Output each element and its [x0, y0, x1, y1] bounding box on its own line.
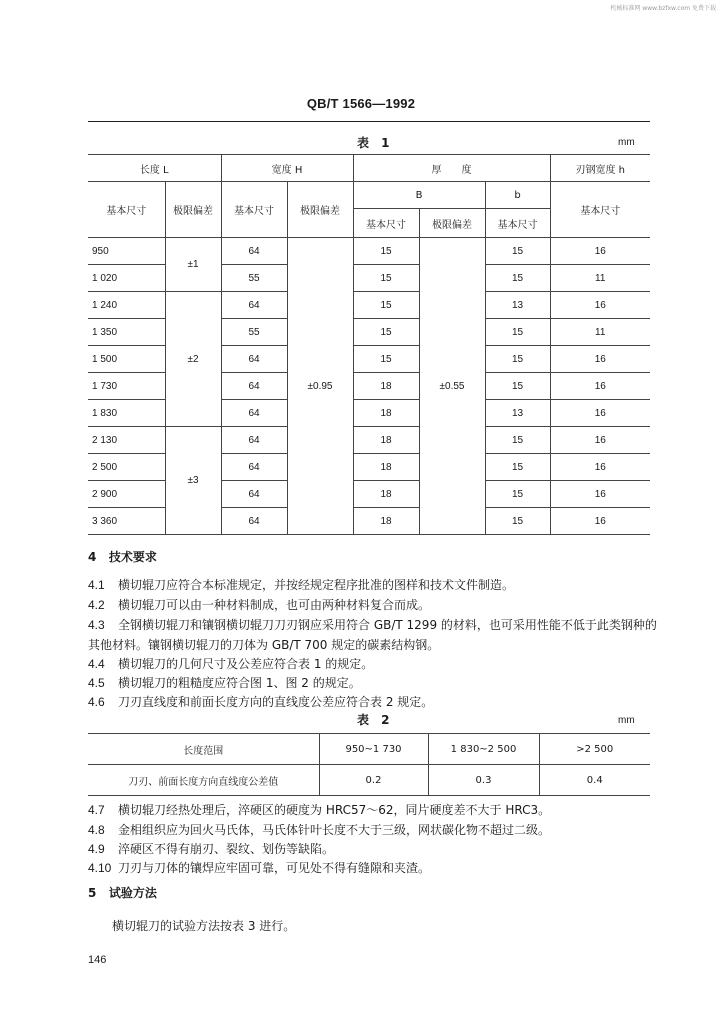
cell-length: 2 500 [88, 454, 165, 481]
cell-blade-width: 16 [550, 346, 650, 373]
header-B: B [353, 182, 485, 209]
table-row [88, 292, 650, 319]
cell-B: 15 [353, 319, 419, 346]
header-thickness: 厚 度 [353, 155, 550, 182]
clause-number: 4.3 [88, 618, 105, 632]
clause-text: 横切辊刀的几何尺寸及公差应符合表 1 的规定。 [118, 657, 374, 671]
dimension-table [88, 154, 650, 535]
clause-4-8 [88, 820, 658, 840]
cell-blade-width: 16 [550, 373, 650, 400]
header-length-tolerance: 极限偏差 [165, 182, 221, 238]
cell-b: 15 [485, 238, 550, 265]
cell-b: 15 [485, 373, 550, 400]
cell-b: 13 [485, 292, 550, 319]
clause-number: 4.10 [88, 861, 112, 875]
clause-text: 横切辊刀可以由一种材料制成，也可由两种材料复合而成。 [118, 598, 431, 612]
header-b: b [485, 182, 550, 209]
clause-4-10 [88, 858, 658, 878]
cell-width: 64 [221, 373, 287, 400]
header-width: 宽度 H [221, 155, 353, 182]
row-label-straightness: 刀刃、前面长度方向直线度公差值 [88, 765, 319, 796]
cell-B: 15 [353, 292, 419, 319]
page-number: 146 [88, 954, 107, 966]
clause-number: 4.7 [88, 803, 105, 817]
header-B-tolerance: 极限偏差 [419, 209, 485, 238]
clause-text: 刀刃直线度和前面长度方向的直线度公差应符合表 2 规定。 [118, 695, 434, 709]
clause-4-2 [88, 595, 658, 615]
range-2: 1 830~2 500 [428, 734, 539, 765]
clause-4-1 [88, 575, 658, 595]
cell-width: 64 [221, 346, 287, 373]
clause-text: 横切辊刀应符合本标准规定，并按经规定程序批准的图样和技术文件制造。 [118, 578, 515, 592]
value-3: 0.4 [539, 765, 650, 796]
section-5-number: 5 [88, 886, 97, 900]
table2-unit: mm [618, 715, 635, 726]
cell-blade-width: 16 [550, 427, 650, 454]
cell-b: 15 [485, 427, 550, 454]
cell-width: 55 [221, 319, 287, 346]
section-4-heading [88, 548, 157, 565]
clause-4-9 [88, 839, 658, 859]
header-blade-basic: 基本尺寸 [550, 182, 650, 238]
cell-width: 55 [221, 265, 287, 292]
cell-blade-width: 11 [550, 265, 650, 292]
clause-number: 4.5 [88, 676, 105, 690]
range-3: >2 500 [539, 734, 650, 765]
clause-number: 4.8 [88, 823, 105, 837]
cell-blade-width: 16 [550, 400, 650, 427]
cell-b: 15 [485, 454, 550, 481]
cell-blade-width: 16 [550, 508, 650, 535]
header-b-basic: 基本尺寸 [485, 209, 550, 238]
value-2: 0.3 [428, 765, 539, 796]
cell-B: 18 [353, 427, 419, 454]
section-5-title: 试验方法 [108, 886, 157, 900]
cell-B: 18 [353, 373, 419, 400]
cell-width-tolerance: ±0.95 [287, 238, 353, 535]
header-width-basic: 基本尺寸 [221, 182, 287, 238]
clause-number: 4.1 [88, 578, 105, 592]
header-length-range: 长度范围 [88, 734, 319, 765]
cell-width: 64 [221, 400, 287, 427]
cell-length-tolerance: ±1 [165, 238, 221, 292]
cell-width: 64 [221, 238, 287, 265]
cell-b: 15 [485, 265, 550, 292]
clause-4-4 [88, 654, 658, 674]
cell-length: 1 020 [88, 265, 165, 292]
cell-B: 18 [353, 400, 419, 427]
cell-b: 15 [485, 346, 550, 373]
cell-length: 1 500 [88, 346, 165, 373]
section-5-text: 横切辊刀的试验方法按表 3 进行。 [112, 919, 296, 933]
header-width-tolerance: 极限偏差 [287, 182, 353, 238]
cell-width: 64 [221, 292, 287, 319]
header-blade-width: 刃钢宽度 h [550, 155, 650, 182]
header-length: 长度 L [88, 155, 221, 182]
cell-width: 64 [221, 454, 287, 481]
clause-4-7 [88, 800, 658, 820]
table1-caption: 表 1 [357, 136, 394, 150]
table2-caption: 表 2 [357, 713, 394, 727]
watermark-text: 机械标准网 www.bzfxw.com 免费下载 [610, 5, 716, 12]
cell-blade-width: 16 [550, 454, 650, 481]
clause-text: 全钢横切辊刀和镶钢横切辊刀刀刃钢应采用符合 GB/T 1299 的材料，也可采用性能不低于此类钢种的其他材料。镶钢横切辊刀的刀体为 GB/T 700 规定的碳素结构钢。 [88, 618, 657, 652]
cell-length: 1 730 [88, 373, 165, 400]
cell-B: 18 [353, 481, 419, 508]
header-rule [88, 121, 650, 122]
header-length-basic: 基本尺寸 [88, 182, 165, 238]
clause-number: 4.6 [88, 695, 105, 709]
cell-b: 15 [485, 319, 550, 346]
clause-4-3 [88, 615, 658, 655]
cell-blade-width: 11 [550, 319, 650, 346]
clause-4-6 [88, 692, 658, 712]
clause-number: 4.2 [88, 598, 105, 612]
clause-text: 刀刃与刀体的镶焊应牢固可靠，可见处不得有缝隙和夹渣。 [118, 861, 431, 875]
cell-b: 15 [485, 508, 550, 535]
cell-B-tolerance: ±0.55 [419, 238, 485, 535]
section-4-number: 4 [88, 550, 97, 564]
standard-number: QB/T 1566—1992 [306, 96, 416, 111]
cell-length: 1 240 [88, 292, 165, 319]
cell-b: 15 [485, 481, 550, 508]
cell-width: 64 [221, 508, 287, 535]
cell-B: 15 [353, 265, 419, 292]
clause-4-5 [88, 673, 658, 693]
cell-blade-width: 16 [550, 292, 650, 319]
cell-length: 1 830 [88, 400, 165, 427]
table1-unit: mm [618, 137, 635, 148]
cell-length: 950 [88, 238, 165, 265]
cell-length: 2 900 [88, 481, 165, 508]
cell-blade-width: 16 [550, 481, 650, 508]
value-1: 0.2 [319, 765, 428, 796]
cell-b: 13 [485, 400, 550, 427]
cell-length-tolerance: ±3 [165, 427, 221, 535]
cell-blade-width: 16 [550, 238, 650, 265]
cell-width: 64 [221, 481, 287, 508]
clause-text: 淬硬区不得有崩刃、裂纹、划伤等缺陷。 [118, 842, 335, 856]
clause-text: 横切辊刀的粗糙度应符合图 1、图 2 的规定。 [118, 676, 361, 690]
cell-length: 3 360 [88, 508, 165, 535]
straightness-table [88, 733, 650, 796]
section-5-heading [88, 884, 157, 901]
cell-B: 15 [353, 346, 419, 373]
cell-B: 15 [353, 238, 419, 265]
section-4-title: 技术要求 [108, 550, 157, 564]
clause-number: 4.9 [88, 842, 105, 856]
cell-length-tolerance: ±2 [165, 292, 221, 427]
range-1: 950~1 730 [319, 734, 428, 765]
table-row [88, 427, 650, 454]
clause-text: 横切辊刀经热处理后，淬硬区的硬度为 HRC57～62，同片硬度差不大于 HRC3。 [118, 803, 551, 817]
cell-length: 2 130 [88, 427, 165, 454]
cell-width: 64 [221, 427, 287, 454]
cell-B: 18 [353, 454, 419, 481]
cell-B: 18 [353, 508, 419, 535]
header-B-basic: 基本尺寸 [353, 209, 419, 238]
table-row [88, 238, 650, 265]
clause-text: 金相组织应为回火马氏体，马氏体针叶长度不大于三级，网状碳化物不超过二级。 [118, 823, 551, 837]
cell-length: 1 350 [88, 319, 165, 346]
clause-number: 4.4 [88, 657, 105, 671]
